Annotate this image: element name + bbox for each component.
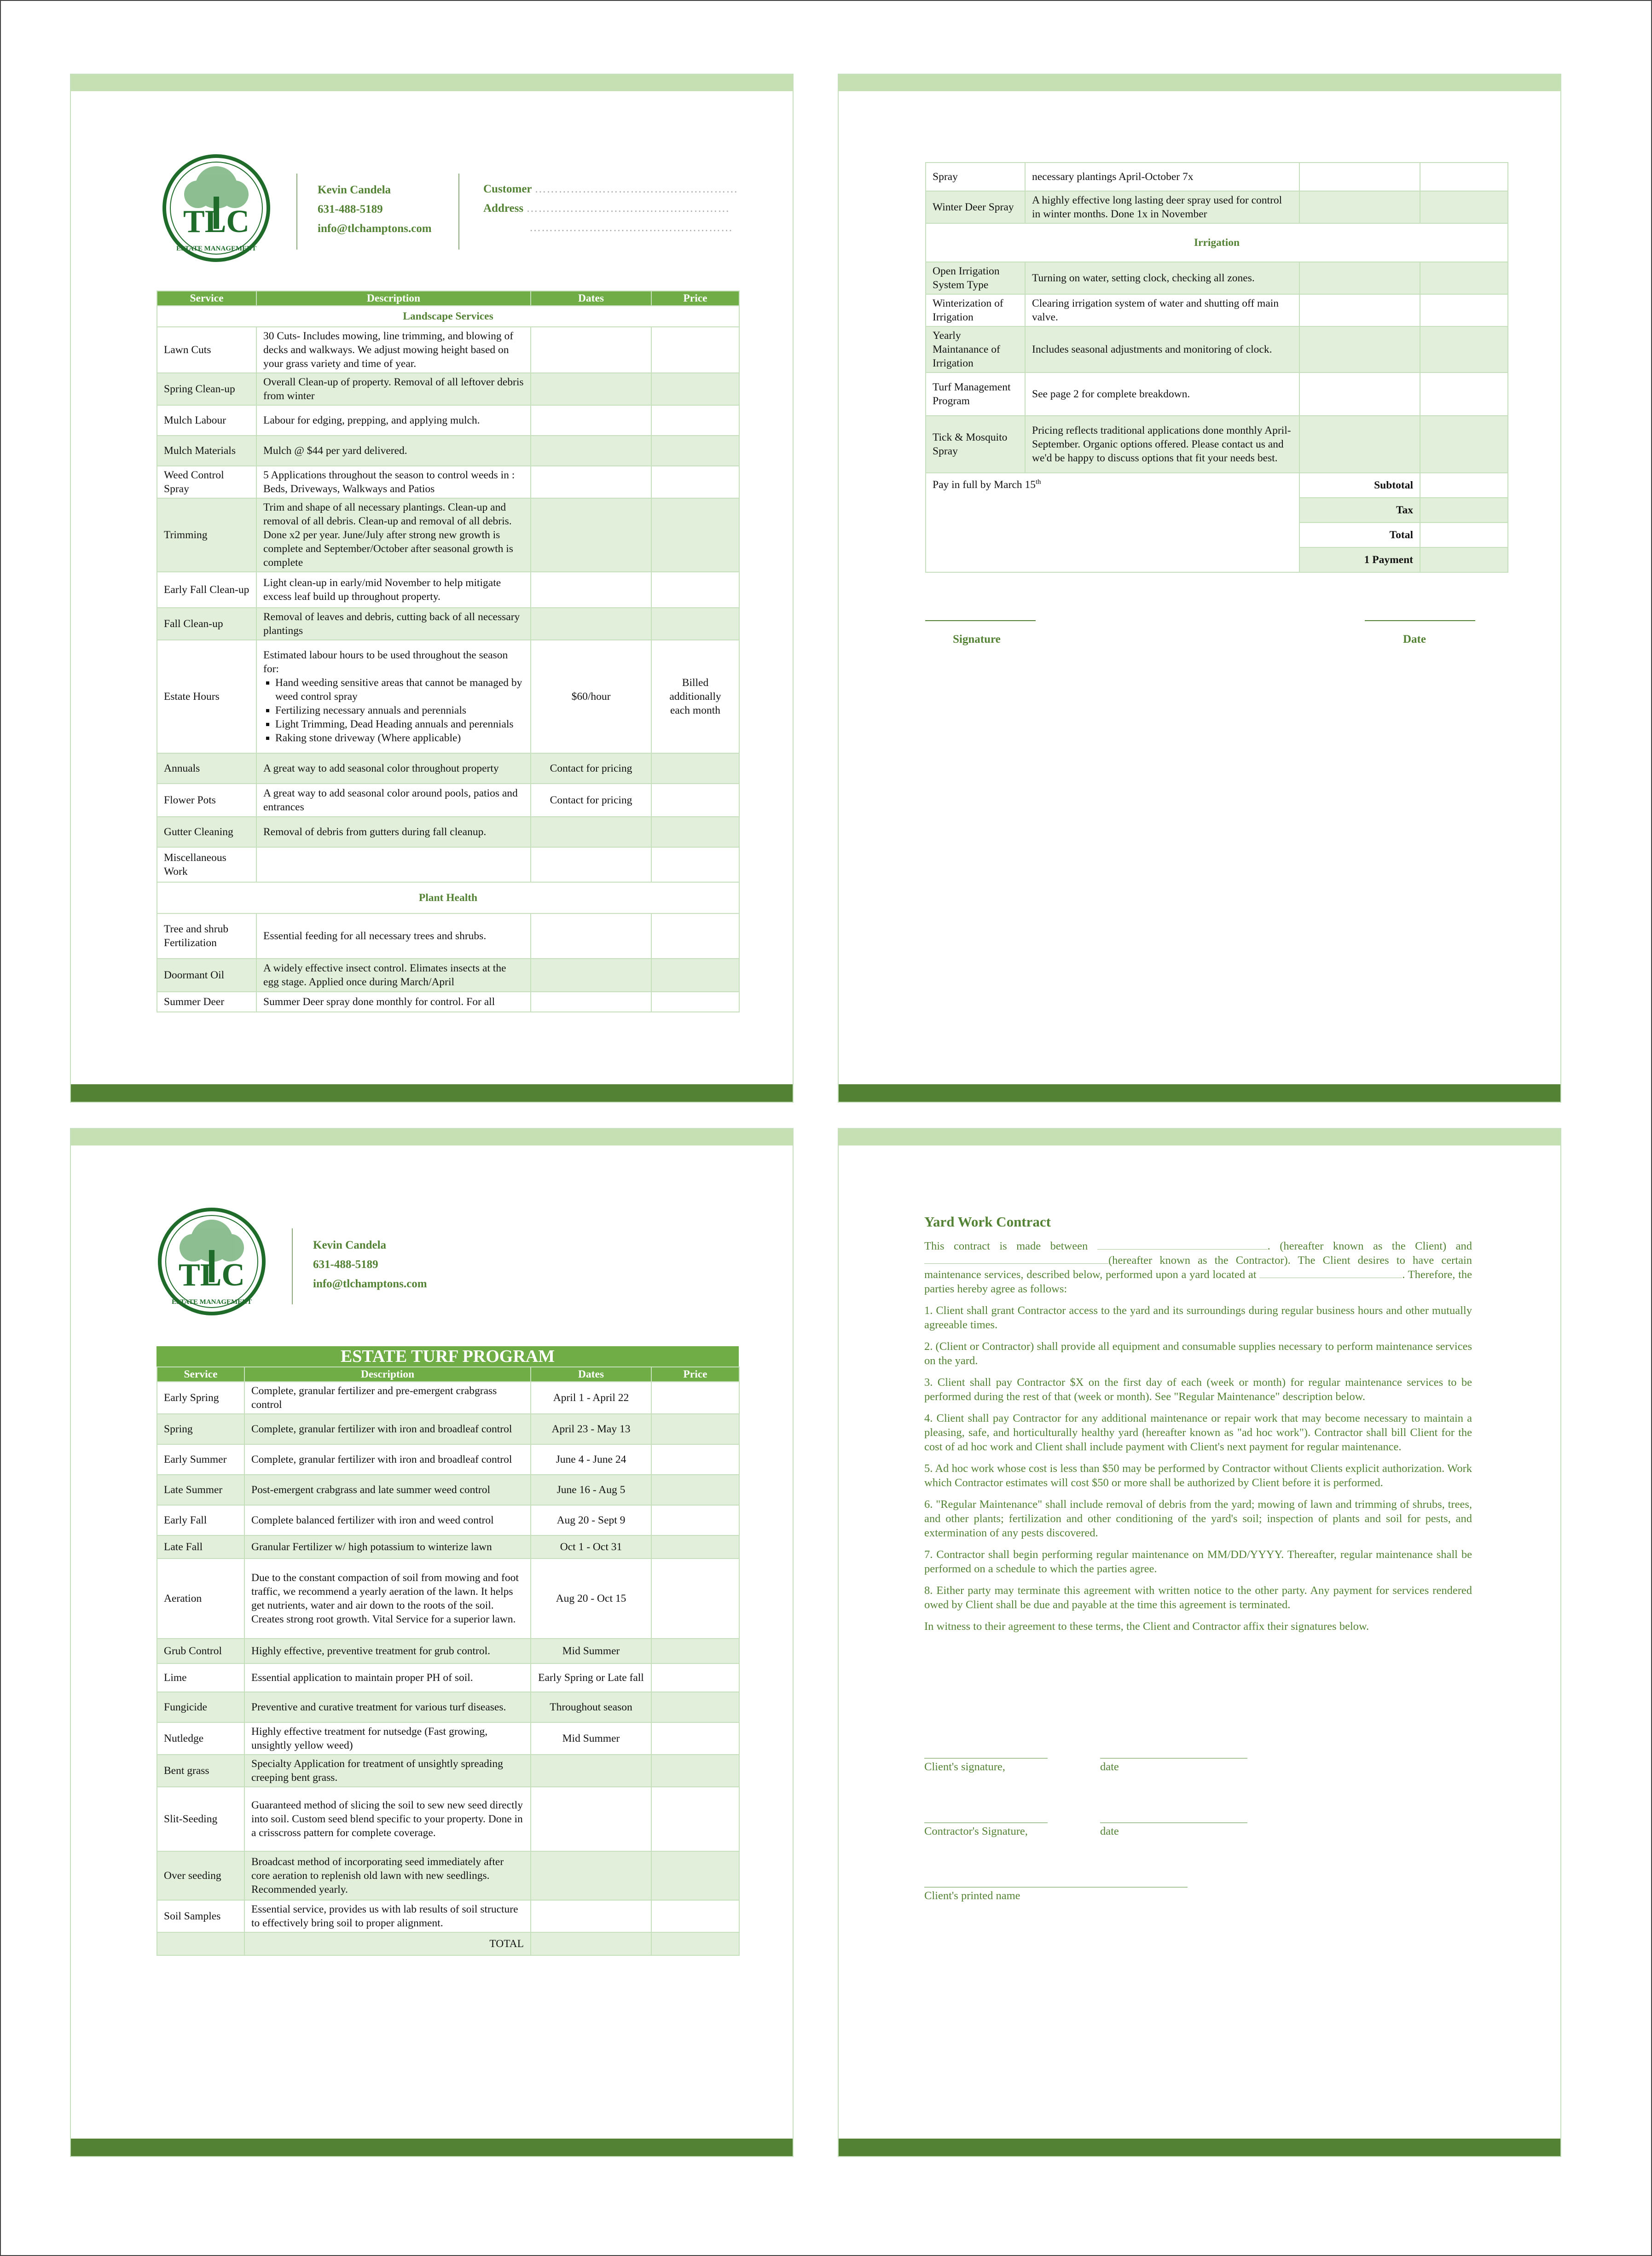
payment-value[interactable] [1420, 547, 1508, 572]
section-irrigation: Irrigation [926, 223, 1508, 262]
service-cell: Winter Deer Spray [926, 191, 1025, 223]
dates-cell[interactable] [1299, 294, 1420, 326]
service-cell: Annuals [157, 753, 256, 784]
description-cell: Post-emergent crabgrass and late summer weed control [244, 1475, 531, 1505]
service-cell: Early Spring [157, 1382, 244, 1414]
tax-label: Tax [1299, 498, 1420, 523]
service-cell: Miscellaneous Work [157, 847, 256, 882]
tlc-logo [157, 1206, 267, 1317]
contract-clause: 1. Client shall grant Contractor access to the yard and its surroundings during regular business hours and other mutually agreeable times. [924, 1304, 1472, 1331]
price-cell[interactable] [651, 1444, 739, 1475]
section-plant-health: Plant Health [157, 882, 739, 913]
table-row [926, 191, 1508, 223]
table-header-row [157, 1367, 739, 1382]
service-cell: Turf Management Program [926, 372, 1025, 416]
page-top-bar [839, 75, 1560, 91]
list-item: ▪ Fertilizing necessary annuals and perennials [275, 704, 524, 717]
price-cell[interactable] [651, 753, 739, 784]
contractor-name-field[interactable] [924, 1253, 1108, 1264]
client-name-field[interactable] [1097, 1239, 1268, 1250]
client-date-block [1100, 1758, 1119, 1773]
price-cell[interactable] [1420, 163, 1508, 191]
table-row [926, 416, 1508, 473]
tax-value[interactable] [1420, 498, 1508, 523]
dates-cell[interactable] [531, 913, 651, 959]
client-signature-line[interactable] [924, 1758, 1048, 1759]
table-row [157, 1382, 739, 1414]
table-row [157, 784, 739, 817]
page-bottom-bar [71, 1084, 793, 1102]
pay-note: Pay in full by March 15 [933, 478, 1036, 491]
contractor-date-line[interactable] [1100, 1822, 1247, 1823]
section-landscape: Landscape Services [157, 306, 739, 327]
description-cell: Highly effective, preventive treatment for grub control. [244, 1639, 531, 1663]
description-cell: Specialty Application for treatment of unsightly spreading creeping bent grass. [244, 1755, 531, 1787]
price-cell[interactable] [651, 608, 739, 640]
dates-cell[interactable] [1299, 416, 1420, 473]
contract-closing: In witness to their agreement to these terms, the Client and Contractor affix their signatures below. [924, 1620, 1369, 1633]
service-cell: Weed Control Spray [157, 466, 256, 498]
service-cell: Nutledge [157, 1722, 244, 1755]
company-email[interactable]: info@tlchamptons.com [318, 222, 432, 235]
table-row [157, 608, 739, 640]
price-cell[interactable] [651, 1787, 739, 1851]
dates-cell[interactable] [531, 498, 651, 572]
description-cell: Highly effective treatment for nutsedge (Fast growing, unsightly yellow weed) [244, 1722, 531, 1755]
page-4 [838, 1128, 1561, 2157]
description-cell: Granular Fertilizer w/ high potassium to winterize lawn [244, 1535, 531, 1558]
turf-program-table [157, 1366, 740, 1956]
client-date-line[interactable] [1100, 1758, 1247, 1759]
page-2 [838, 74, 1561, 1103]
price-cell[interactable] [651, 1722, 739, 1755]
table-header-row [157, 291, 739, 306]
table-row [926, 163, 1508, 191]
dates-cell[interactable] [1299, 163, 1420, 191]
customer-block [483, 180, 738, 238]
service-cell: Soil Samples [157, 1900, 244, 1932]
price-cell[interactable] [1420, 262, 1508, 294]
table-row [157, 1755, 739, 1787]
company-contact [318, 180, 432, 238]
description-cell: Light clean-up in early/mid November to help mitigate excess leaf build up throughout property. [256, 572, 531, 608]
table-row [157, 466, 739, 498]
table-row [157, 405, 739, 436]
service-cell: Early Fall [157, 1505, 244, 1535]
description-cell: Overall Clean-up of property. Removal of all leftover debris from winter [256, 373, 531, 405]
description-cell: Trim and shape of all necessary plantings. Clean-up and removal of all debris. Clean-up and removal of all debris. Done x2 per year. June/July after strong new growth is complete and September/October after seasonal growth is complete [256, 498, 531, 572]
dates-cell: Contact for pricing [531, 753, 651, 784]
company-name: Kevin Candela [313, 1239, 387, 1251]
yard-location-field[interactable] [1259, 1268, 1402, 1278]
service-cell: Lawn Cuts [157, 327, 256, 373]
price-cell[interactable] [651, 1558, 739, 1639]
table-row [157, 572, 739, 608]
price-cell[interactable] [651, 959, 739, 992]
service-cell: Summer Deer [157, 992, 256, 1012]
printed-name-label: Client's printed name [924, 1890, 1020, 1902]
address-field[interactable]: …………………………………………… [526, 202, 730, 215]
table-row [157, 1444, 739, 1475]
service-cell: Grub Control [157, 1639, 244, 1663]
description-cell: A great way to add seasonal color around pools, patios and entrances [256, 784, 531, 817]
col-price: Price [651, 291, 739, 306]
description-cell: Complete, granular fertilizer and pre-emergent crabgrass control [244, 1382, 531, 1414]
description-cell: 5 Applications throughout the season to control weeds in : Beds, Driveways, Walkways and Patios [256, 466, 531, 498]
description-cell: Labour for edging, prepping, and applying mulch. [256, 405, 531, 436]
company-phone: 631-488-5189 [313, 1258, 378, 1271]
price-cell[interactable] [651, 1900, 739, 1932]
client-signature-block [924, 1758, 1005, 1773]
dates-cell[interactable] [531, 817, 651, 847]
contractor-date-label: date [1100, 1825, 1119, 1837]
price-cell[interactable] [651, 327, 739, 373]
dates-cell[interactable] [1299, 262, 1420, 294]
table-row [157, 1414, 739, 1444]
dates-cell[interactable] [531, 1851, 651, 1900]
description-cell: A great way to add seasonal color throughout property [256, 753, 531, 784]
dates-cell: Throughout season [531, 1692, 651, 1722]
service-cell: Late Summer [157, 1475, 244, 1505]
service-cell: Mulch Labour [157, 405, 256, 436]
description-cell: See page 2 for complete breakdown. [1025, 372, 1299, 416]
company-contact [313, 1236, 427, 1294]
service-cell: Spring Clean-up [157, 373, 256, 405]
service-cell: Tree and shrub Fertilization [157, 913, 256, 959]
total-label: TOTAL [244, 1932, 531, 1955]
service-cell: Fall Clean-up [157, 608, 256, 640]
logo-caption: ESTATE MANAGEMENT [176, 245, 257, 252]
table-row [157, 498, 739, 572]
service-cell [157, 1932, 244, 1955]
dates-cell[interactable] [531, 959, 651, 992]
dates-cell: Early Spring or Late fall [531, 1663, 651, 1692]
header-divider [292, 1228, 293, 1304]
description-cell: Complete, granular fertilizer with iron and broadleaf control [244, 1414, 531, 1444]
col-description: Description [244, 1367, 531, 1382]
printed-name-block [924, 1887, 1020, 1902]
price-cell[interactable] [651, 817, 739, 847]
price-cell[interactable] [651, 1382, 739, 1414]
description-cell: Turning on water, setting clock, checking all zones. [1025, 262, 1299, 294]
payment-label: 1 Payment [1299, 547, 1420, 572]
table-row [157, 373, 739, 405]
subtotal-label: Subtotal [1299, 473, 1420, 498]
description-cell: Essential application to maintain proper PH of soil. [244, 1663, 531, 1692]
price-cell[interactable] [651, 847, 739, 882]
dates-cell[interactable] [531, 992, 651, 1012]
dates-cell[interactable] [531, 572, 651, 608]
dates-cell: June 16 - Aug 5 [531, 1475, 651, 1505]
table-row-estate-hours [157, 640, 739, 753]
list-item: ▪ Raking stone driveway (Where applicable) [275, 731, 524, 745]
service-cell: Spring [157, 1414, 244, 1444]
service-cell: Flower Pots [157, 784, 256, 817]
table-row [157, 1639, 739, 1663]
customer-field[interactable]: …………………………………………… [534, 183, 738, 195]
price-cell[interactable] [651, 1414, 739, 1444]
table-row [157, 753, 739, 784]
service-cell: Winterization of Irrigation [926, 294, 1025, 326]
dates-cell: Aug 20 - Sept 9 [531, 1505, 651, 1535]
table-row [926, 326, 1508, 372]
service-cell: Over seeding [157, 1851, 244, 1900]
address-field-2[interactable]: …………………………………………… [529, 221, 733, 234]
address-label: Address [483, 202, 524, 215]
table-row [157, 1787, 739, 1851]
page-bottom-bar [839, 2139, 1560, 2156]
logo-letters: TLC [183, 204, 249, 239]
dates-cell: June 4 - June 24 [531, 1444, 651, 1475]
pay-note-cell: Pay in full by March 15th [926, 473, 1299, 572]
service-cell: Early Summer [157, 1444, 244, 1475]
contract-clause: 4. Client shall pay Contractor for any additional maintenance or repair work that may become necessary to maintain a pleasing, safe, and horticulturally healthy yard (hereafter known as "ad hoc work"). Contractor shall bill Client for the cost of ad hoc work and Client shall include payment with Client's next payment for regular maintenance. [924, 1412, 1472, 1453]
contract-body [924, 1215, 1472, 1641]
description-cell: Due to the constant compaction of soil from mowing and foot traffic, we recommend a yearly aeration of the lawn. It helps get nutrients, water and air down to the roots of the soil. Creates strong root growth. Vital Service for a superior lawn. [244, 1558, 531, 1639]
table-row [157, 1722, 739, 1755]
dates-cell[interactable] [531, 1755, 651, 1787]
turf-program-banner: ESTATE TURF PROGRAM [157, 1346, 739, 1366]
price-cell[interactable] [651, 436, 739, 466]
customer-label: Customer [483, 183, 532, 195]
list-item: ▪ Hand weeding sensitive areas that cannot be managed by weed control spray [275, 676, 524, 704]
page-bottom-bar [839, 1084, 1560, 1102]
description-cell: Preventive and curative treatment for various turf diseases. [244, 1692, 531, 1722]
contract-title: Yard Work Contract [924, 1214, 1051, 1230]
dates-cell[interactable] [531, 436, 651, 466]
description-cell: Includes seasonal adjustments and monitoring of clock. [1025, 326, 1299, 372]
table-row [157, 1558, 739, 1639]
contract-clause: 7. Contractor shall begin performing regular maintenance on MM/DD/YYYY. Thereafter, regular maintenance shall be performed on a schedule to which the parties agree. [924, 1548, 1472, 1575]
description-cell: Removal of leaves and debris, cutting back of all necessary plantings [256, 608, 531, 640]
header-divider [458, 174, 459, 250]
contract-clause: 6. "Regular Maintenance" shall include removal of debris from the yard; mowing of lawn and trimming of shrubs, trees, and other plants; fertilization and other conditioning of the yard's soil; inspection of plants and soil for pests, and extermination of any pests discovered. [924, 1498, 1472, 1539]
header-divider [296, 174, 297, 250]
price-cell[interactable] [651, 1663, 739, 1692]
price-cell[interactable] [651, 784, 739, 817]
dates-cell[interactable] [531, 466, 651, 498]
table-row [157, 959, 739, 992]
price-cell[interactable] [651, 498, 739, 572]
description-cell: A widely effective insect control. Elimates insects at the egg stage. Applied once during March/April [256, 959, 531, 992]
contract-clause: 3. Client shall pay Contractor $X on the first day of each (week or month) for regular maintenance services to be performed during the rest of that (week or month). See "Regular Maintenance" description below. [924, 1376, 1472, 1403]
client-signature-label: Client's signature, [924, 1761, 1005, 1773]
contractor-signature-block [924, 1822, 1028, 1838]
contractor-signature-label: Contractor's Signature, [924, 1825, 1028, 1837]
col-dates: Dates [531, 291, 651, 306]
description-cell: 30 Cuts- Includes mowing, line trimming, and blowing of decks and walkways. We adjust mowing height based on your grass variety and time of year. [256, 327, 531, 373]
description-cell[interactable] [256, 847, 531, 882]
dates-cell: Mid Summer [531, 1639, 651, 1663]
page-bottom-bar [71, 2139, 793, 2156]
price-cell[interactable] [651, 1639, 739, 1663]
description-cell: Guaranteed method of slicing the soil to sew new seed directly into soil. Custom seed blend specific to your property. Done in a crisscross pattern for complete coverage. [244, 1787, 531, 1851]
table-row [157, 1692, 739, 1722]
table-row [157, 1475, 739, 1505]
col-service: Service [157, 1367, 244, 1382]
price-cell[interactable] [651, 913, 739, 959]
service-cell: Estate Hours [157, 640, 256, 753]
service-cell: Slit-Seeding [157, 1787, 244, 1851]
table-row [157, 1851, 739, 1900]
dates-cell[interactable] [531, 1787, 651, 1851]
description-cell: Removal of debris from gutters during fall cleanup. [256, 817, 531, 847]
price-cell[interactable] [651, 1535, 739, 1558]
total-value[interactable] [1420, 523, 1508, 547]
price-cell[interactable] [1420, 294, 1508, 326]
price-cell[interactable] [651, 572, 739, 608]
estate-hours-list [263, 676, 524, 745]
table-row [157, 1900, 739, 1932]
dates-cell: Aug 20 - Oct 15 [531, 1558, 651, 1639]
dates-cell: Contact for pricing [531, 784, 651, 817]
dates-cell[interactable] [531, 847, 651, 882]
page-top-bar [71, 1129, 793, 1145]
price-cell[interactable] [651, 992, 739, 1012]
list-item: ▪ Light Trimming, Dead Heading annuals and perennials [275, 717, 524, 731]
dates-cell[interactable] [1299, 326, 1420, 372]
service-cell: Tick & Mosquito Spray [926, 416, 1025, 473]
dates-cell[interactable] [531, 608, 651, 640]
dates-cell[interactable] [1299, 372, 1420, 416]
tlc-logo [161, 153, 272, 263]
description-cell: necessary plantings April-October 7x [1025, 163, 1299, 191]
service-cell: Aeration [157, 1558, 244, 1639]
services-table [157, 291, 740, 1012]
description-cell: Complete, granular fertilizer with iron and broadleaf control [244, 1444, 531, 1475]
dates-cell[interactable] [531, 373, 651, 405]
total-value[interactable] [651, 1932, 739, 1955]
services-table-continued [925, 162, 1508, 573]
logo-letters: TLC [179, 1257, 245, 1293]
service-cell: Spray [926, 163, 1025, 191]
client-date-label: date [1100, 1761, 1119, 1773]
price-cell[interactable] [651, 1475, 739, 1505]
contract-clause: 5. Ad hoc work whose cost is less than $50 may be performed by Contractor without Clients explicit authorization. Work which Contractor estimates will cost $50 or more shall be authorized by Client before it is performed. [924, 1462, 1472, 1489]
service-cell: Late Fall [157, 1535, 244, 1558]
total-label: Total [1299, 523, 1420, 547]
table-row [157, 1505, 739, 1535]
dates-cell: $60/hour [531, 640, 651, 753]
service-cell: Mulch Materials [157, 436, 256, 466]
table-row [926, 372, 1508, 416]
company-name: Kevin Candela [318, 184, 391, 196]
contract-clause: 2. (Client or Contractor) shall provide all equipment and consumable supplies necessary to perform maintenance services on the yard. [924, 1340, 1472, 1367]
contractor-date-block [1100, 1822, 1119, 1838]
description-cell: Complete balanced fertilizer with iron and weed control [244, 1505, 531, 1535]
service-cell: Open Irrigation System Type [926, 262, 1025, 294]
page-top-bar [71, 75, 793, 91]
table-row [926, 262, 1508, 294]
price-cell[interactable] [651, 1505, 739, 1535]
dates-cell: April 23 - May 13 [531, 1414, 651, 1444]
description-cell [256, 640, 531, 753]
price-cell[interactable] [651, 373, 739, 405]
table-row [157, 1663, 739, 1692]
table-row [926, 294, 1508, 326]
date-line[interactable] [1365, 620, 1475, 621]
dates-cell [531, 1932, 651, 1955]
price-cell[interactable] [651, 405, 739, 436]
signature-line[interactable] [925, 620, 1036, 621]
table-row [157, 1535, 739, 1558]
price-cell[interactable] [651, 1692, 739, 1722]
description-cell: Clearing irrigation system of water and shutting off main valve. [1025, 294, 1299, 326]
price-cell[interactable] [1420, 191, 1508, 223]
company-phone: 631-488-5189 [318, 203, 383, 215]
col-description: Description [256, 291, 531, 306]
dates-cell: Oct 1 - Oct 31 [531, 1535, 651, 1558]
price-cell[interactable] [651, 1755, 739, 1787]
price-cell: Billed additionally each month [651, 640, 739, 753]
page-1 [70, 74, 794, 1103]
table-row [157, 817, 739, 847]
service-cell: Doormant Oil [157, 959, 256, 992]
dates-cell[interactable] [531, 327, 651, 373]
service-cell: Bent grass [157, 1755, 244, 1787]
subtotal-value[interactable] [1420, 473, 1508, 498]
page-3 [70, 1128, 794, 2157]
table-row [157, 992, 739, 1012]
price-cell[interactable] [1420, 372, 1508, 416]
description-cell: Summer Deer spray done monthly for control. For all [256, 992, 531, 1012]
service-cell: Fungicide [157, 1692, 244, 1722]
description-cell: Pricing reflects traditional applications done monthly April-September. Organic options offered. Please contact us and we'd be happy to discuss options that fit your needs best. [1025, 416, 1299, 473]
service-cell: Trimming [157, 498, 256, 572]
logo-caption: ESTATE MANAGEMENT [171, 1298, 252, 1306]
description-cell: Broadcast method of incorporating seed immediately after core aeration to replenish old lawn with new seedlings. Recommended yearly. [244, 1851, 531, 1900]
signature-label: Signature [953, 633, 1001, 645]
table-row [157, 913, 739, 959]
page-top-bar [839, 1129, 1560, 1145]
printed-name-line[interactable] [924, 1887, 1188, 1888]
dates-cell: Mid Summer [531, 1722, 651, 1755]
total-row [157, 1932, 739, 1955]
dates-cell: April 1 - April 22 [531, 1382, 651, 1414]
col-price: Price [651, 1367, 739, 1382]
col-service: Service [157, 291, 256, 306]
contract-intro: This contract is made between . (hereafter known as the Client) and (hereafter known as the Contractor). The Client desires to have certain maintenance services, described below, performed upon a yard located at . Therefore, the parties hereby agree as follows: [924, 1240, 1472, 1295]
service-cell: Yearly Maintanance of Irrigation [926, 326, 1025, 372]
description-cell: Essential service, provides us with lab results of soil structure to effectively bring soil to proper alignment. [244, 1900, 531, 1932]
description-cell: A highly effective long lasting deer spray used for control in winter months. Done 1x in November [1025, 191, 1299, 223]
price-cell[interactable] [651, 466, 739, 498]
contract-clause: 8. Either party may terminate this agreement with written notice to the other party. Any payment for services rendered owed by Client shall be due and payable at the time this agreement is terminated. [924, 1584, 1472, 1611]
price-cell[interactable] [651, 1851, 739, 1900]
table-row [157, 327, 739, 373]
company-email[interactable]: info@tlchamptons.com [313, 1278, 427, 1290]
description-cell: Mulch @ $44 per yard delivered. [256, 436, 531, 466]
service-cell: Lime [157, 1663, 244, 1692]
dates-cell[interactable] [531, 405, 651, 436]
date-label: Date [1403, 633, 1426, 645]
contractor-signature-line[interactable] [924, 1822, 1048, 1823]
price-cell[interactable] [1420, 416, 1508, 473]
description-cell: Essential feeding for all necessary trees and shrubs. [256, 913, 531, 959]
dates-cell[interactable] [1299, 191, 1420, 223]
service-cell: Early Fall Clean-up [157, 572, 256, 608]
col-dates: Dates [531, 1367, 651, 1382]
dates-cell[interactable] [531, 1900, 651, 1932]
estate-hours-intro: Estimated labour hours to be used throughout the season for: [263, 649, 508, 675]
price-cell[interactable] [1420, 326, 1508, 372]
subtotal-row [926, 473, 1508, 498]
table-row [157, 847, 739, 882]
service-cell: Gutter Cleaning [157, 817, 256, 847]
table-row [157, 436, 739, 466]
